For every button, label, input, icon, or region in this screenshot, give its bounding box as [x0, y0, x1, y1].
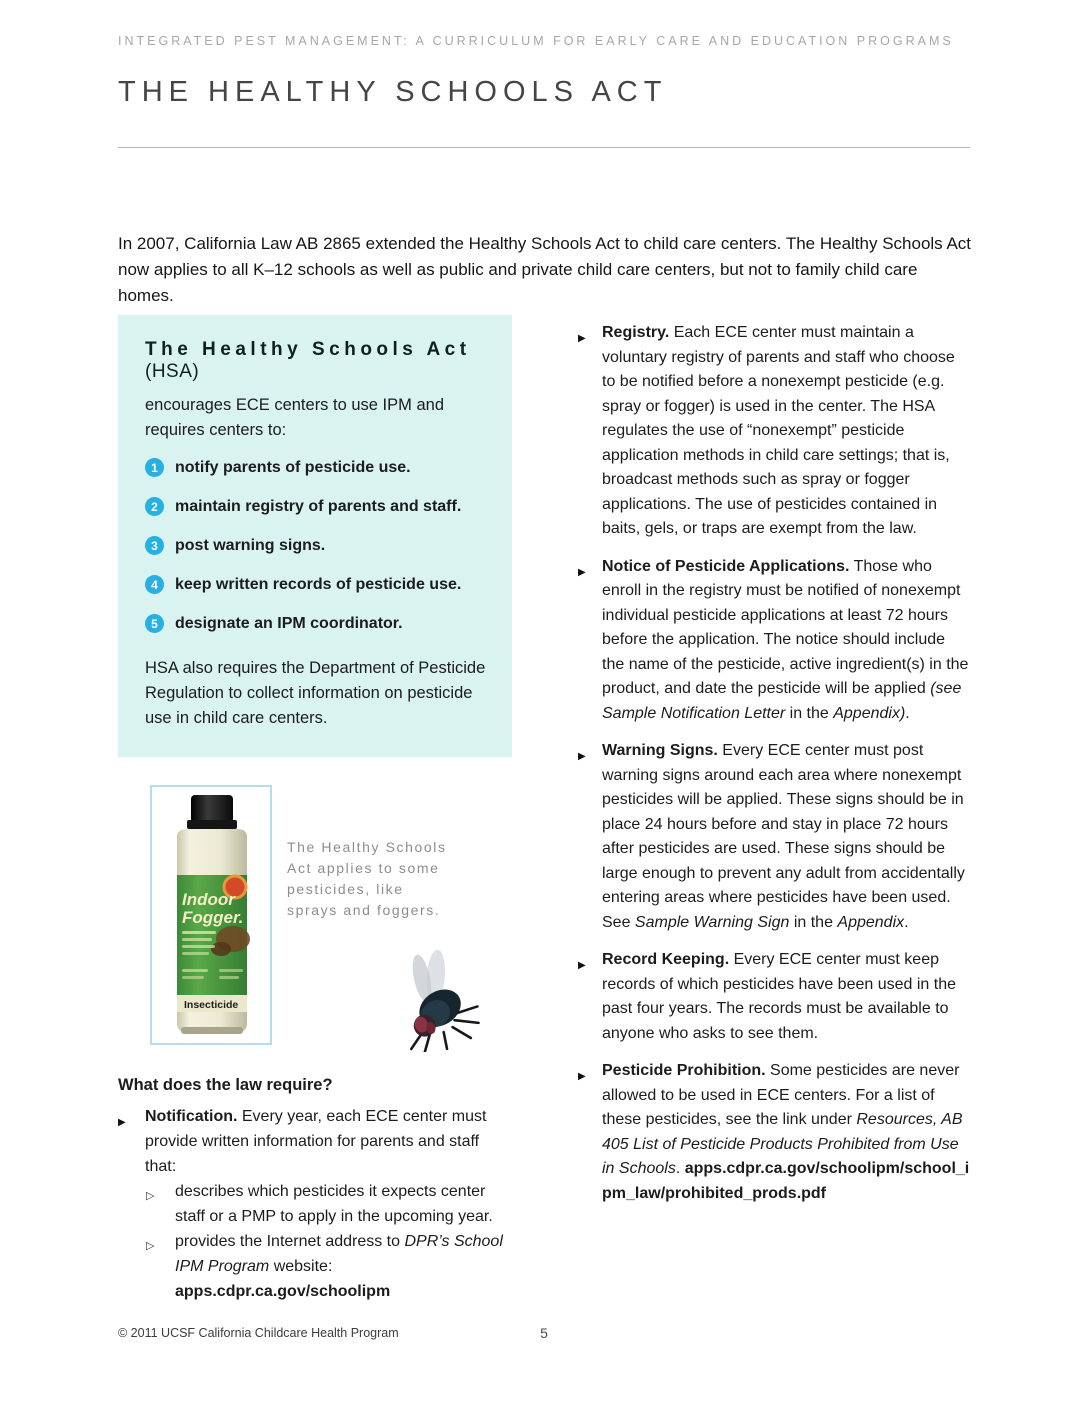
page-number: 5: [540, 1325, 548, 1341]
bullet-triangle-icon: ▶: [578, 1071, 586, 1082]
title-divider: [118, 147, 970, 148]
bullet-body: .: [675, 1160, 685, 1177]
hsa-box-subtitle: encourages ECE centers to use IPM and requires centers to:: [145, 396, 444, 439]
bullet-body: Those who enroll in the registry must be notified of nonexempt individual pesticide applications at least 72 hours before the application. The notice should include the name of the pesticide, active ingredient(s) in the product, and date the pesticide will be applied: [602, 557, 969, 697]
bullet-italic: (see Sample Notification Letter: [602, 680, 962, 722]
can-label-line2: Fogger.: [182, 908, 244, 927]
bullet-body: .: [905, 704, 910, 722]
bullet-text: [602, 1059, 970, 1206]
bullet-triangle-icon: ▶: [578, 333, 586, 344]
sub-bullet-website: [146, 1229, 512, 1304]
list-item-text: designate an IPM coordinator.: [175, 615, 403, 632]
bullet-lead: Registry.: [602, 324, 670, 341]
two-column-body: [118, 315, 970, 1304]
bullet-triangle-icon: ▶: [118, 1117, 126, 1128]
sub-bullet-describes: [146, 1179, 512, 1229]
figure-caption-line: sprays and foggers.: [287, 902, 441, 918]
bullet-body: Some pesticides are never allowed to be used in ECE centers. For a list of these pesticides, see the link under: [602, 1062, 960, 1128]
left-column: [118, 315, 512, 1304]
sub-bullet-triangle-icon: ▷: [146, 1240, 155, 1252]
list-item: [145, 613, 488, 635]
right-column: [578, 315, 970, 1304]
bullet-italic: Resources, AB 405 List of Pesticide Products Prohibited from Use in Schools: [602, 1111, 963, 1177]
schoolipm-url-link[interactable]: apps.cdpr.ca.gov/schoolipm: [175, 1283, 391, 1300]
bullet-body: Every year, each ECE center must provide written information for parents and staff that:: [145, 1108, 487, 1175]
list-item-text: keep written records of pesticide use.: [175, 576, 462, 593]
bullet-text: [602, 555, 970, 727]
bullet-text: [602, 948, 970, 1046]
hsa-box-title-main: The Healthy Schools Act: [145, 339, 471, 360]
bullet-lead: Notification.: [145, 1108, 238, 1125]
page-title: THE HEALTHY SCHOOLS ACT: [118, 76, 668, 108]
bullet-lead: Notice of Pesticide Applications.: [602, 557, 850, 575]
sub-bullet-pre: provides the Internet address to: [175, 1233, 405, 1250]
bullet-body: Every ECE center must post warning signs around each area where nonexempt pesticides will be applied. These signs should be in place 24 hours before and stay in place 72 hours after pesticides are used. These signs should be large enough to prevent any adult from accidentally entering areas where pesticides have been used. See: [602, 742, 965, 931]
bullet-body: Every ECE center must keep records of which pesticides have been used in the past four years. The records must be available to anyone who asks to see them.: [602, 951, 956, 1042]
bullet-notification: [118, 1104, 512, 1179]
number-badge-icon: 3: [145, 536, 164, 555]
bullet-text: [602, 321, 970, 542]
figure-caption-line: Act applies to some: [287, 860, 440, 876]
bullet-text: [145, 1104, 512, 1179]
bullet-lead: Pesticide Prohibition.: [602, 1062, 766, 1079]
list-item: [145, 535, 488, 557]
bullet-lead: Warning Signs.: [602, 742, 718, 759]
bullet-warning-signs: [578, 739, 970, 935]
figure-caption: [287, 837, 457, 921]
list-item-text: maintain registry of parents and staff.: [175, 498, 462, 515]
list-item: [145, 574, 488, 596]
bullet-record-keeping: [578, 948, 970, 1046]
bullet-text: [602, 739, 970, 935]
bullet-body: in the: [785, 704, 834, 722]
hsa-box-title: [145, 339, 488, 383]
sub-bullet-text: [175, 1229, 512, 1304]
bullet-triangle-icon: ▶: [578, 566, 586, 578]
bullet-italic: Appendix: [837, 913, 905, 931]
hsa-summary-box: [118, 315, 512, 757]
number-badge-icon: 4: [145, 575, 164, 594]
can-label-line1: Indoor: [182, 890, 235, 909]
running-header: INTEGRATED PEST MANAGEMENT: A CURRICULUM FOR EARLY CARE AND EDUCATION PROGRAMS: [118, 34, 954, 48]
number-badge-icon: 2: [145, 497, 164, 516]
sub-bullet-italic: DPR’s School IPM Program: [175, 1233, 503, 1275]
bullet-pesticide-prohibition: [578, 1059, 970, 1206]
number-badge-icon: 5: [145, 614, 164, 633]
fogger-can-illustration: [159, 793, 263, 1037]
bullet-notice: [578, 555, 970, 727]
intro-paragraph: In 2007, California Law AB 2865 extended the Healthy Schools Act to child care centers. The Healthy Schools Act now applies to all K–12 schools as well as public and private child care centers, but not to family child care homes.: [118, 234, 972, 305]
bullet-body: in the: [789, 913, 838, 931]
footer-copyright: © 2011 UCSF California Childcare Health Program: [118, 1326, 399, 1340]
list-item-text: post warning signs.: [175, 537, 326, 554]
can-band-label: Insecticide: [184, 999, 239, 1011]
sub-bullet-post: website:: [269, 1258, 333, 1275]
bullet-body: Each ECE center must maintain a voluntary registry of parents and staff who choose to be notified before a nonexempt pesticide (e.g. spray or fogger) is used in the center. The HSA regulates the use of “nonexempt” pesticide application methods in child care settings; that is, broadcast methods such as spray or fogger applications. The use of pesticides contained in baits, gels, or traps are exempt from the law.: [602, 324, 955, 537]
bullet-lead: Record Keeping.: [602, 951, 730, 968]
bullet-triangle-icon: ▶: [578, 751, 586, 762]
prohibited-products-url-link[interactable]: apps.cdpr.ca.gov/schoolipm/school_ipm_law/prohibited_prods.pdf: [602, 1160, 970, 1202]
bullet-triangle-icon: ▶: [578, 960, 586, 971]
bullet-italic: Appendix): [833, 704, 906, 722]
fogger-can-photo: [150, 785, 272, 1045]
number-badge-icon: 1: [145, 458, 164, 477]
figure-caption-line: The Healthy Schools: [287, 839, 447, 855]
sub-bullet-triangle-icon: ▷: [146, 1190, 155, 1202]
list-item: [145, 457, 488, 479]
list-item-text: notify parents of pesticide use.: [175, 459, 411, 476]
law-section-heading: What does the law require?: [118, 1076, 333, 1094]
fly-photo: [386, 947, 486, 1052]
bullet-registry: [578, 321, 970, 542]
hsa-box-footnote: HSA also requires the Department of Pesticide Regulation to collect information on pesticide use in child care centers.: [145, 659, 486, 727]
hsa-box-title-abbrev: (HSA): [145, 361, 200, 382]
figure-area: [118, 785, 512, 1070]
figure-caption-line: pesticides, like: [287, 881, 404, 897]
sub-bullet-text: describes which pesticides it expects center staff or a PMP to apply in the upcoming year.: [175, 1183, 493, 1225]
bullet-italic: Sample Warning Sign: [634, 913, 790, 931]
bullet-body: .: [904, 913, 909, 931]
list-item: [145, 496, 488, 518]
